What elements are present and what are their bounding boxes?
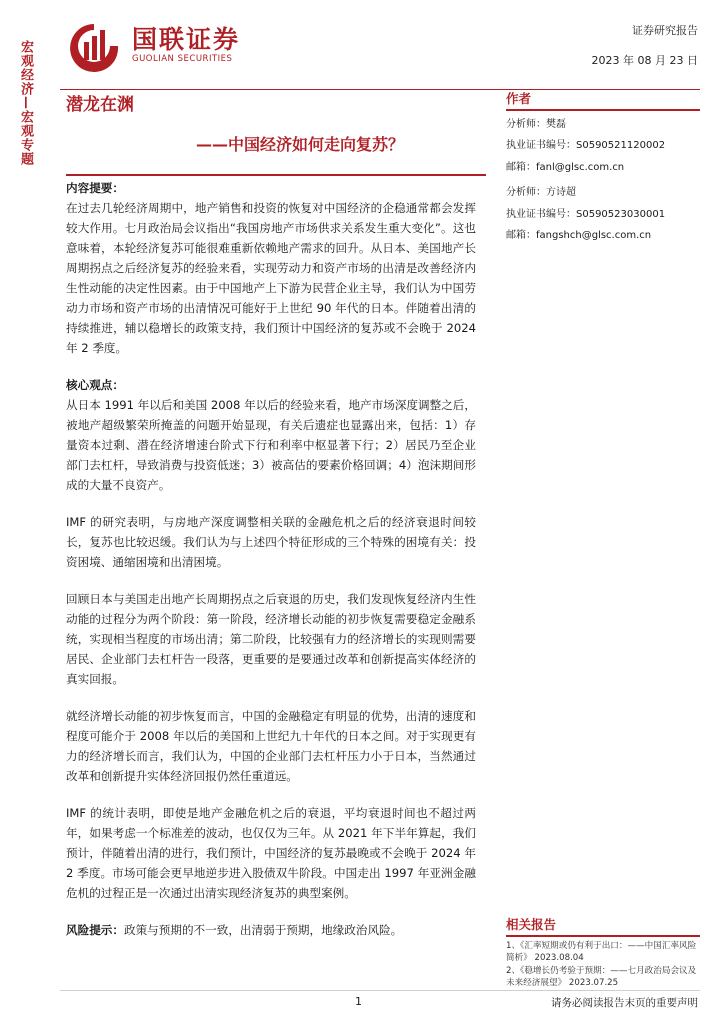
logo-mark-icon (66, 20, 122, 72)
author-sidebar (506, 90, 700, 247)
report-subtitle: ——中国经济如何走向复苏？ (196, 135, 405, 154)
related-list (506, 940, 700, 989)
risk-warning (66, 920, 476, 940)
risk-text: 政策与预期的不一致，出清弱于预期，地缘政治风险。 (123, 923, 403, 937)
author-2-cert: S0590523030001 (576, 208, 666, 220)
core-paragraph-3: 回顾日本与美国走出地产长周期拐点之后衰退的历史，我们发现恢复经济内生性动能的过程分为两个阶段：第一阶段，经济增长动能的初步恢复需要稳定金融系统，实现相当程度的市场出清；第二阶段，比较强有力的经济增长的实现则需要居民、企业部门去杠杆告一段落，更重要的是要通过改革和创新提高实体经济的真实回报。 (66, 592, 476, 686)
footer-divider (60, 990, 700, 991)
related-item-1[interactable]: 1、《汇率短期或仍有利于出口：——中国汇率风险简析》 2023.08.04 (506, 940, 697, 963)
author-2-mail-row: 邮箱：fangshch@glsc.com.cn (506, 230, 652, 241)
author-1-mail-row: 邮箱：fanl@glsc.com.cn (506, 161, 625, 173)
report-title: 潜龙在渊 (66, 95, 134, 115)
related-heading: 相关报告 (506, 917, 557, 932)
core-heading: 核心观点： (66, 378, 124, 392)
authors-heading: 作者 (506, 91, 532, 106)
logo-text-cn: 国联证券 (132, 25, 241, 54)
related-item-2[interactable]: 2、《稳增长仍考验于预期：——七月政治局会议及未来经济展望》 2023.07.25 (506, 965, 697, 988)
summary-text: 在过去几轮经济周期中，地产销售和投资的恢复对中国经济的企稳通常都会发挥较大作用。七月政治局会议指出“我国房地产市场供求关系发生重大变化”。这也意味着，本轮经济复苏可能很难重新依赖地产需求的回升。从日本、美国地产长周期拐点之后经济复苏的经验来看，实现劳动力和资产市场的出清是改善经济内生性动能的决定性因素。由于中国地产上下游为民营企业主导，我们认为中国劳动力市场和资产市场的出清情况可能好于上世纪 90 年代的日本。伴随着出清的持续推进，辅以稳增长的政策支持，我们预计中国经济的复苏或不会晚于 2024 年 2 季度。 (66, 201, 476, 355)
core-paragraph-4: 就经济增长动能的初步恢复而言，中国的金融稳定有明显的优势，出清的速度和程度可能介于 2008 年以后的美国和上世纪九十年代的日本之间。对于实现更有力的经济增长而言，我们认为，中国的企业部门去杠杆压力小于日本，当然通过改革和创新提升实体经济回报仍然任重道远。 (66, 709, 476, 783)
related-reports (506, 916, 700, 990)
author-1-cert-row: 执业证书编号：S0590521120002 (506, 140, 666, 151)
core-paragraph-2: IMF 的研究表明，与房地产深度调整相关联的金融危机之后的经济衰退时间较长，复苏也比较迟缓。我们认为与上述四个特征形成的三个特殊的困境有关：投资困境、通缩困境和出清困境。 (66, 515, 476, 569)
page-number: 1 (355, 995, 362, 1008)
author-2-name: 方诗超 (546, 187, 576, 198)
core-paragraph-5: IMF 的统计表明，即使是地产金融危机之后的衰退，平均衰退时间也不超过两年，如果考虑一个标准差的波动，也仅仅为三年。从 2021 年下半年算起，我们预计，伴随着出清的进行，我们预计，中国经济的复苏最晚或不会晚于 2024 年 2 季度。市场可能会更早地逆步进入股债双牛阶段。中国走出 1997 年亚洲金融危机的过程正是一次通过出清实现经济复苏的典型案例。 (66, 806, 476, 900)
authors-divider (506, 109, 700, 111)
footer-disclaimer: 请务必阅读报告末页的重要声明 (551, 997, 698, 1009)
author-2-cert-row: 执业证书编号：S0590523030001 (506, 208, 666, 220)
author-1-name: 樊磊 (546, 118, 566, 130)
core-paragraph-1: 从日本 1991 年以后和美国 2008 年以后的经验来看，地产市场深度调整之后，被地产超级繁荣所掩盖的问题开始显现，有关后遗症也显露出来，包括：1）存量资本过剩、潜在经济增速台阶式下行和利率中枢显著下行；2）居民乃至企业部门去杠杆，导致消费与投资低迷；3）被高估的要素价格回调；4）泡沫期间形成的大量不良资产。 (66, 398, 476, 492)
author-1-role-row: 分析师：樊磊 (506, 118, 566, 130)
title-divider (66, 174, 486, 176)
company-logo (66, 20, 266, 76)
related-item-2-date: 2023.07.25 (568, 977, 619, 988)
report-date: 2023 年 08 月 23 日 (591, 54, 698, 67)
risk-heading: 风险提示： (66, 923, 124, 937)
report-type: 证券研究报告 (632, 24, 698, 37)
author-2-mail: fangshch@glsc.com.cn (536, 230, 652, 241)
related-item-1-date: 2023.08.04 (534, 952, 584, 963)
author-1-mail: fanl@glsc.com.cn (536, 161, 625, 173)
related-divider (506, 935, 700, 937)
main-content (66, 178, 476, 940)
author-2-role-row: 分析师：方诗超 (506, 187, 576, 198)
author-1-cert: S0590521120002 (576, 140, 666, 151)
logo-text-en: GUOLIAN SECURITIES (132, 54, 233, 64)
summary-heading: 内容提要： (66, 181, 124, 195)
side-category-tag: 宏观经济—宏观专题 (18, 40, 33, 166)
